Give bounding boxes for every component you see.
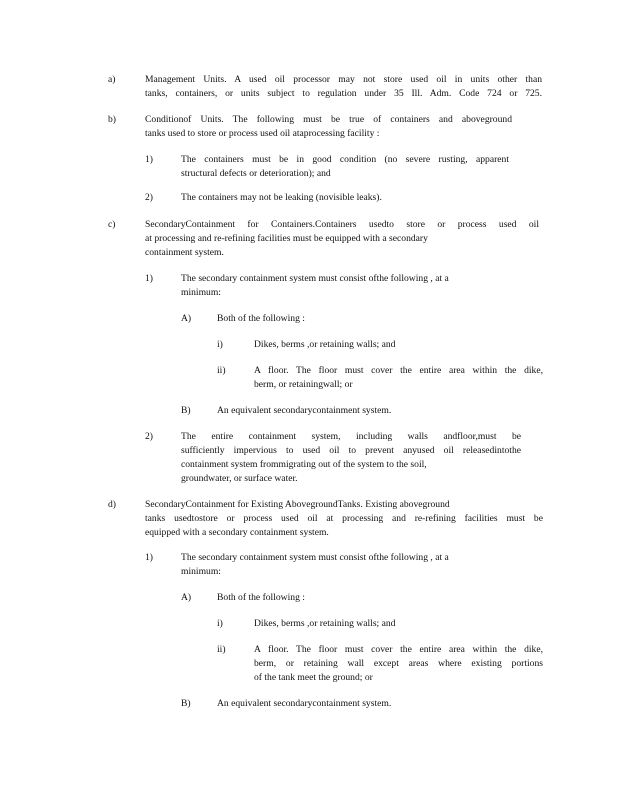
item-label: i) xyxy=(217,339,223,350)
item-label: A) xyxy=(181,313,192,324)
item-text xyxy=(254,617,504,631)
text-line: SecondaryContainment for Containers.Containers usedto store or process used oil xyxy=(145,219,539,230)
item-text xyxy=(217,404,477,418)
text-line: Conditionof Units. The following must be true of containers and aboveground xyxy=(145,114,512,125)
item-text xyxy=(217,312,417,326)
text-line: The secondary containment system must consist ofthe following , at a xyxy=(181,273,449,284)
text-line: A floor. The floor must cover the entire area within the dike, xyxy=(254,365,543,376)
item-label: 2) xyxy=(145,192,153,203)
item-label: B) xyxy=(181,405,191,416)
item-text xyxy=(181,551,511,579)
item-label: 1) xyxy=(145,552,153,563)
section-b-text xyxy=(145,113,512,141)
text-line: Management Units. A used oil processor may not store used oil in units other than xyxy=(145,74,542,85)
item-text xyxy=(254,643,543,685)
text-line: Both of the following : xyxy=(217,313,305,324)
text-line: berm, or retainingwall; or xyxy=(254,379,353,390)
section-d-label: d) xyxy=(108,499,116,510)
text-line: A floor. The floor must cover the entire area within the dike, xyxy=(254,644,543,655)
text-line: SecondaryContainment for Existing AbovegroundTanks. Existing aboveground xyxy=(145,499,450,510)
item-text xyxy=(181,272,511,300)
item-label: ii) xyxy=(217,644,226,655)
section-c-label: c) xyxy=(108,219,116,230)
item-text xyxy=(254,364,543,392)
item-label: A) xyxy=(181,592,192,603)
text-line: The entire containment system, including walls andfloor,must be xyxy=(181,431,521,442)
text-line: berm, or retaining wall except areas where existing portions xyxy=(254,658,543,669)
text-line: equipped with a secondary containment system. xyxy=(145,527,329,538)
text-line: structural defects or deterioration); and xyxy=(181,168,331,179)
item-label: i) xyxy=(217,618,223,629)
text-line: groundwater, or surface water. xyxy=(181,473,298,484)
text-line: sufficiently impervious to used oil to prevent anyused oil releasedintothe xyxy=(181,445,521,456)
item-label: 2) xyxy=(145,431,153,442)
item-label: 1) xyxy=(145,273,153,284)
text-line: of the tank meet the ground; or xyxy=(254,672,373,683)
text-line: containment system. xyxy=(145,247,224,258)
text-line: Both of the following : xyxy=(217,592,305,603)
item-label: 1) xyxy=(145,154,153,165)
item-text xyxy=(217,591,417,605)
text-line: An equivalent secondarycontainment system. xyxy=(217,405,392,416)
section-b-label: b) xyxy=(108,114,116,125)
section-d-text xyxy=(145,498,543,540)
text-line: at processing and re-refining facilities must be equipped with a secondary xyxy=(145,233,428,244)
text-line: Dikes, berms ,or retaining walls; and xyxy=(254,339,396,350)
item-text xyxy=(254,338,504,352)
text-line: tanks, containers, or units subject to regulation under 35 Ill. Adm. Code 724 or 725. xyxy=(145,88,542,99)
text-line: tanks usedtostore or process used oil at processing and re-refining facilities must be xyxy=(145,513,543,524)
text-line: The secondary containment system must consist ofthe following , at a xyxy=(181,552,449,563)
text-line: An equivalent secondarycontainment system. xyxy=(217,698,392,709)
text-line: The containers may not be leaking (novisible leaks). xyxy=(181,192,382,203)
item-text xyxy=(181,191,481,205)
section-a-text xyxy=(145,73,542,101)
section-a-label: a) xyxy=(108,74,116,85)
text-line: minimum: xyxy=(181,566,221,577)
text-line: containment system frommigrating out of the system to the soil, xyxy=(181,459,427,470)
text-line: The containers must be in good condition (no severe rusting, apparent xyxy=(181,154,509,165)
item-text xyxy=(181,153,509,181)
item-text xyxy=(181,430,521,486)
text-line: minimum: xyxy=(181,287,221,298)
item-label: ii) xyxy=(217,365,226,376)
item-label: B) xyxy=(181,698,191,709)
text-line: Dikes, berms ,or retaining walls; and xyxy=(254,618,396,629)
item-text xyxy=(217,697,477,711)
text-line: tanks used to store or process used oil ataprocessing facility : xyxy=(145,128,380,139)
section-c-text xyxy=(145,218,539,260)
